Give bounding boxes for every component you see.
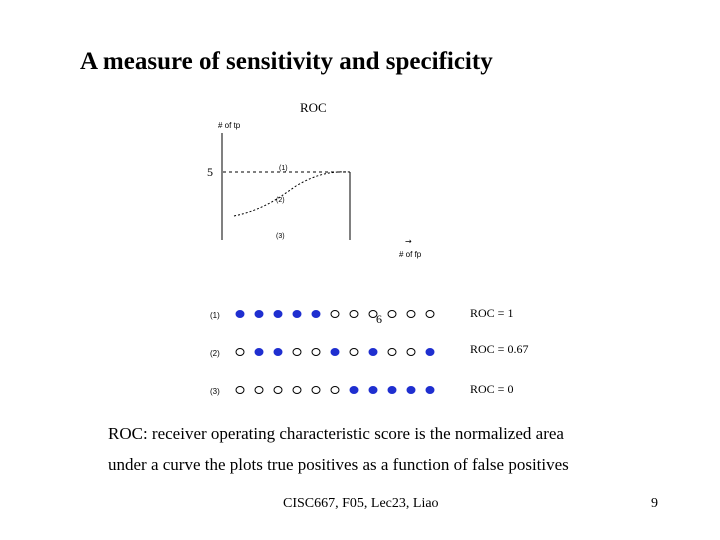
y-value-label: 5 — [207, 165, 213, 179]
curve-label-1: (1) — [279, 165, 288, 172]
positive-item-row3-11 — [426, 387, 434, 394]
negative-item-row2-7 — [350, 349, 358, 356]
positive-item-row1-4 — [293, 311, 301, 318]
positive-item-row2-2 — [255, 349, 263, 356]
negative-item-row3-1 — [236, 387, 244, 394]
positive-item-row1-5 — [312, 311, 320, 318]
negative-item-row2-4 — [293, 349, 301, 356]
footer-course: CISC667, F05, Lec23, Liao — [283, 496, 439, 511]
negative-item-row1-10 — [407, 311, 415, 318]
positive-item-row1-2 — [255, 311, 263, 318]
positive-item-row3-10 — [407, 387, 415, 394]
negative-item-row1-11 — [426, 311, 434, 318]
curve-label-3: (3) — [276, 233, 285, 240]
negative-item-row1-6 — [331, 311, 339, 318]
positive-item-row2-3 — [274, 349, 282, 356]
roc-value-row-2: ROC = 0.67 — [470, 342, 529, 356]
negative-item-row3-5 — [312, 387, 320, 394]
negative-item-row2-10 — [407, 349, 415, 356]
row-label-3: (3) — [210, 387, 220, 396]
slide-title: A measure of sensitivity and specificity — [80, 48, 493, 75]
negative-item-row3-4 — [293, 387, 301, 394]
positive-item-row2-11 — [426, 349, 434, 356]
roc-value-row-3: ROC = 0 — [470, 382, 514, 396]
stray-digit: 6 — [376, 312, 382, 326]
positive-item-row3-7 — [350, 387, 358, 394]
x-axis-label: # of fp — [399, 250, 422, 259]
page-number: 9 — [651, 496, 658, 511]
positive-item-row3-9 — [388, 387, 396, 394]
positive-item-row2-6 — [331, 349, 339, 356]
negative-item-row3-2 — [255, 387, 263, 394]
negative-item-row2-1 — [236, 349, 244, 356]
roc-value-row-1: ROC = 1 — [470, 306, 514, 320]
roc-figure-title: ROC — [300, 100, 327, 115]
positive-item-row2-8 — [369, 349, 377, 356]
caption-line-2: under a curve the plots true positives as a function of false positives — [108, 455, 569, 474]
positive-item-row1-1 — [236, 311, 244, 318]
negative-item-row3-6 — [331, 387, 339, 394]
negative-item-row1-9 — [388, 311, 396, 318]
row-label-1: (1) — [210, 311, 220, 320]
y-axis-label: # of tp — [218, 121, 241, 130]
curve-label-2: (2) — [276, 197, 285, 204]
ranking-rows — [210, 311, 434, 397]
negative-item-row2-5 — [312, 349, 320, 356]
negative-item-row1-7 — [350, 311, 358, 318]
roc-curve-2 — [234, 172, 350, 216]
caption-line-1: ROC: receiver operating characteristic score is the normalized area — [108, 424, 564, 443]
x-arrow-icon: → — [405, 237, 412, 246]
positive-item-row3-8 — [369, 387, 377, 394]
positive-item-row1-3 — [274, 311, 282, 318]
row-label-2: (2) — [210, 349, 220, 358]
negative-item-row2-9 — [388, 349, 396, 356]
negative-item-row3-3 — [274, 387, 282, 394]
